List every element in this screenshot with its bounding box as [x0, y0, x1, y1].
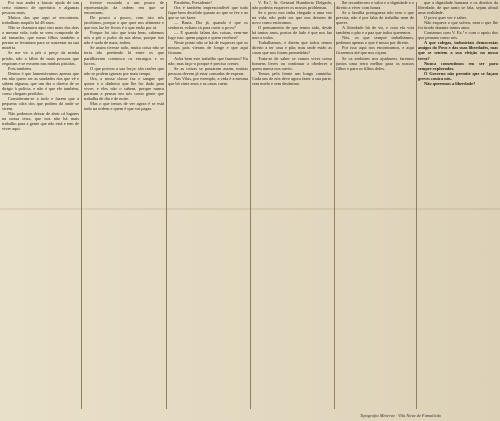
paragraph: Não esquece o que sofreu, nem o que lhe foi tirado durante tantos anos. [418, 20, 498, 31]
printer-imprint: Tipografia Minerva · Vila Nova de Famalicão [360, 413, 442, 418]
paragraph: Por isso aqui nos encontramos, e aqui ficaremos até que nos oiçam. [336, 45, 414, 56]
paragraph: Mas o que temos de ver agora é se está tudo na ordem e quem é que vai pagar. [84, 100, 164, 111]
paragraph: A liberdade há de vir, e com ela virá também o pão e a paz que todos queremos. [336, 25, 414, 36]
text-column-6 [418, 0, 498, 411]
column-rule [334, 2, 335, 409]
paragraph: Contamos com V. Ex.ª e com o apoio dos que pensam como nós. [418, 30, 498, 41]
paragraph: Por isso andei a bascar ajuda de um certo número de operários e algumas pessoas mais. [2, 0, 79, 16]
text-column-3 [168, 0, 248, 411]
paragraph: Ora é também imprescindível que tudo fique bem decidido quanto ao que se fez e ao que se vai fazer. [168, 5, 248, 21]
paragraph: Muitos dos que aqui se encontram, trabalham naquilo há 48 anos. [2, 15, 79, 26]
paragraph: O povo quer ver e saber. [424, 15, 467, 21]
text-column-4 [252, 0, 332, 411]
paragraph: Ora, a nossa classe faz o sangue que quiser e o dinheiro que lhe for dado para viver; e eles não o sabem, porque nunca pararam a pensar em nós como gente que trabalha de dia e de noite. [84, 75, 164, 101]
paragraph: Temos pela frente um longo caminho. Cada um de nós deve agora fazer a sua parte, sem medo e sem desânimo. [252, 70, 332, 86]
column-rule [250, 2, 251, 409]
paragraph: lhe reconhecem o valor e a dignidade e o direito a viver com honra. [336, 0, 414, 11]
slogan: Não queremos a liberdade? [424, 80, 476, 86]
paragraph: Nós, os que sempre trabalhámos, pedimos apenas o que é nosso por direito. [336, 35, 414, 46]
paragraph: Dentro é que lamentávamos apenas que em não quero ser as saudades dos que vê e sabem alguma, que um dia o direito de se dirigir à polícia, e não é que ele também, como chegam perdidos. [2, 70, 79, 96]
slogan: A que colegas, industriais democratas amigos do Povo e das suas liberdades, mas que se sentem a sua eleição na nossa terra? [418, 40, 498, 61]
paragraph: O pensamento de que temos sido, desde há tantos anos, postos de lado é que nos faz unir a todos. [252, 25, 332, 41]
paragraph: Se as coisas se passaram assim, muitas pessoas devem já estar cansadas de esperar. [168, 65, 248, 76]
text-column-2 [84, 0, 164, 411]
column-rule [416, 2, 417, 409]
paragraph: tivesse escutado a um pouco de representação da ordem em que se encontram. [84, 0, 164, 16]
slogan: O Governo não permite que se façam greves contra nós. [418, 70, 498, 81]
paragraph: Parabéns, Presidente! [174, 0, 212, 5]
paragraph: Pois também. [8, 65, 32, 71]
text-column-1 [2, 0, 79, 411]
paragraph: Não se chamava aqui vim mais dos dois a mesma vida, tudo se vem compondo de tal tamanho, que meus filhos também a pernas se levantam para se sustentar na sua miséria. [2, 25, 79, 51]
paragraph: — Basta. Diz já, quando é que os senhores voltam cá para ouvir o povo? [168, 20, 248, 31]
paragraph: Trata-se de saber se vamos viver como homens livres ou continuar a obedecer a quem nunca nos ouviu. [252, 55, 332, 71]
paragraph: Se me vir a pôr o preço da minha prisão, não o lábio de mais pessoas que respiram e se esvaem nas minhas pistolas. [2, 50, 79, 66]
paragraph: que a dignidade humana e os direitos da liberdade, de que tanto se fala, sejam afinal uma realidade. [418, 0, 498, 16]
paragraph: Neste ponto não se há de esquecer que os nossos pais vieram de longe e que aqui ficaram. [168, 40, 248, 56]
paragraph: Nas Vilas, por exemplo, a vida é a mesma que há vinte anos e as casas caem. [168, 75, 248, 86]
paragraph: — E quando falam das coisas, vem-me logo isto: quem pagou e quem recebeu? [168, 30, 248, 41]
paragraph: Se o povo nos tinha chegado a uma vez na vida, não pode ser que nos deixem de novo como estávamos. [252, 10, 332, 26]
paragraph: Porque foi isto que trata bem, cabemos nós a pôr o pulso da sua alma, porque isto não é nada de mais, enfim. [84, 30, 164, 46]
slogan: Nunca consentimos em ser para sempre explorados. [418, 60, 498, 71]
text-column-5 [336, 0, 414, 411]
paragraph: O que provou a sua força: são razões que não se podem ignorar por mais tempo. [84, 65, 164, 76]
paragraph: V. Ex.ª, Sr. General Humberto Delgado, não poderia esquecer os nossos problemas. [252, 0, 332, 11]
slogan-block [418, 40, 498, 85]
paragraph: Trabalhamos, e dizem que todos temos direito a ter casa e pão; mas onde estão as casas que nos foram prometidas? [252, 40, 332, 56]
paragraph: Consideram-se a tudo e fazem que a pequena cifra dos que podem dá onde se virem. [2, 95, 79, 111]
paragraph: Se a família portuguesa não tem o que precisa, não é por falta de trabalho nem de querer. [336, 10, 414, 26]
column-rule [166, 2, 167, 409]
paragraph: Se assim tivesse sido, muita coisa não se teria ido perdendo lá entre os que partilhavam connosco os encargos e os lucros. [84, 45, 164, 66]
paragraph: Não podemos deixar de abrir cá lugares na nossa terra, que nos não há mais trabalho para a gente que não está e tem de viver aqui. [2, 111, 79, 132]
paragraph: Acha bem este trabalho que fazemos? Eu não; mas faço-o porque é preciso comer. [168, 55, 248, 66]
paragraph: De pouco a pouco, com isto nós jacobinos, porque o que quer nos alimente e que nos faz ler livros é o que estão por aí. [84, 15, 164, 31]
column-rule [81, 2, 82, 409]
paragraph: Se os senhores nos ajudarem, faremos juntos uma terra melhor para os nossos filhos e para os filhos deles. [336, 55, 414, 71]
